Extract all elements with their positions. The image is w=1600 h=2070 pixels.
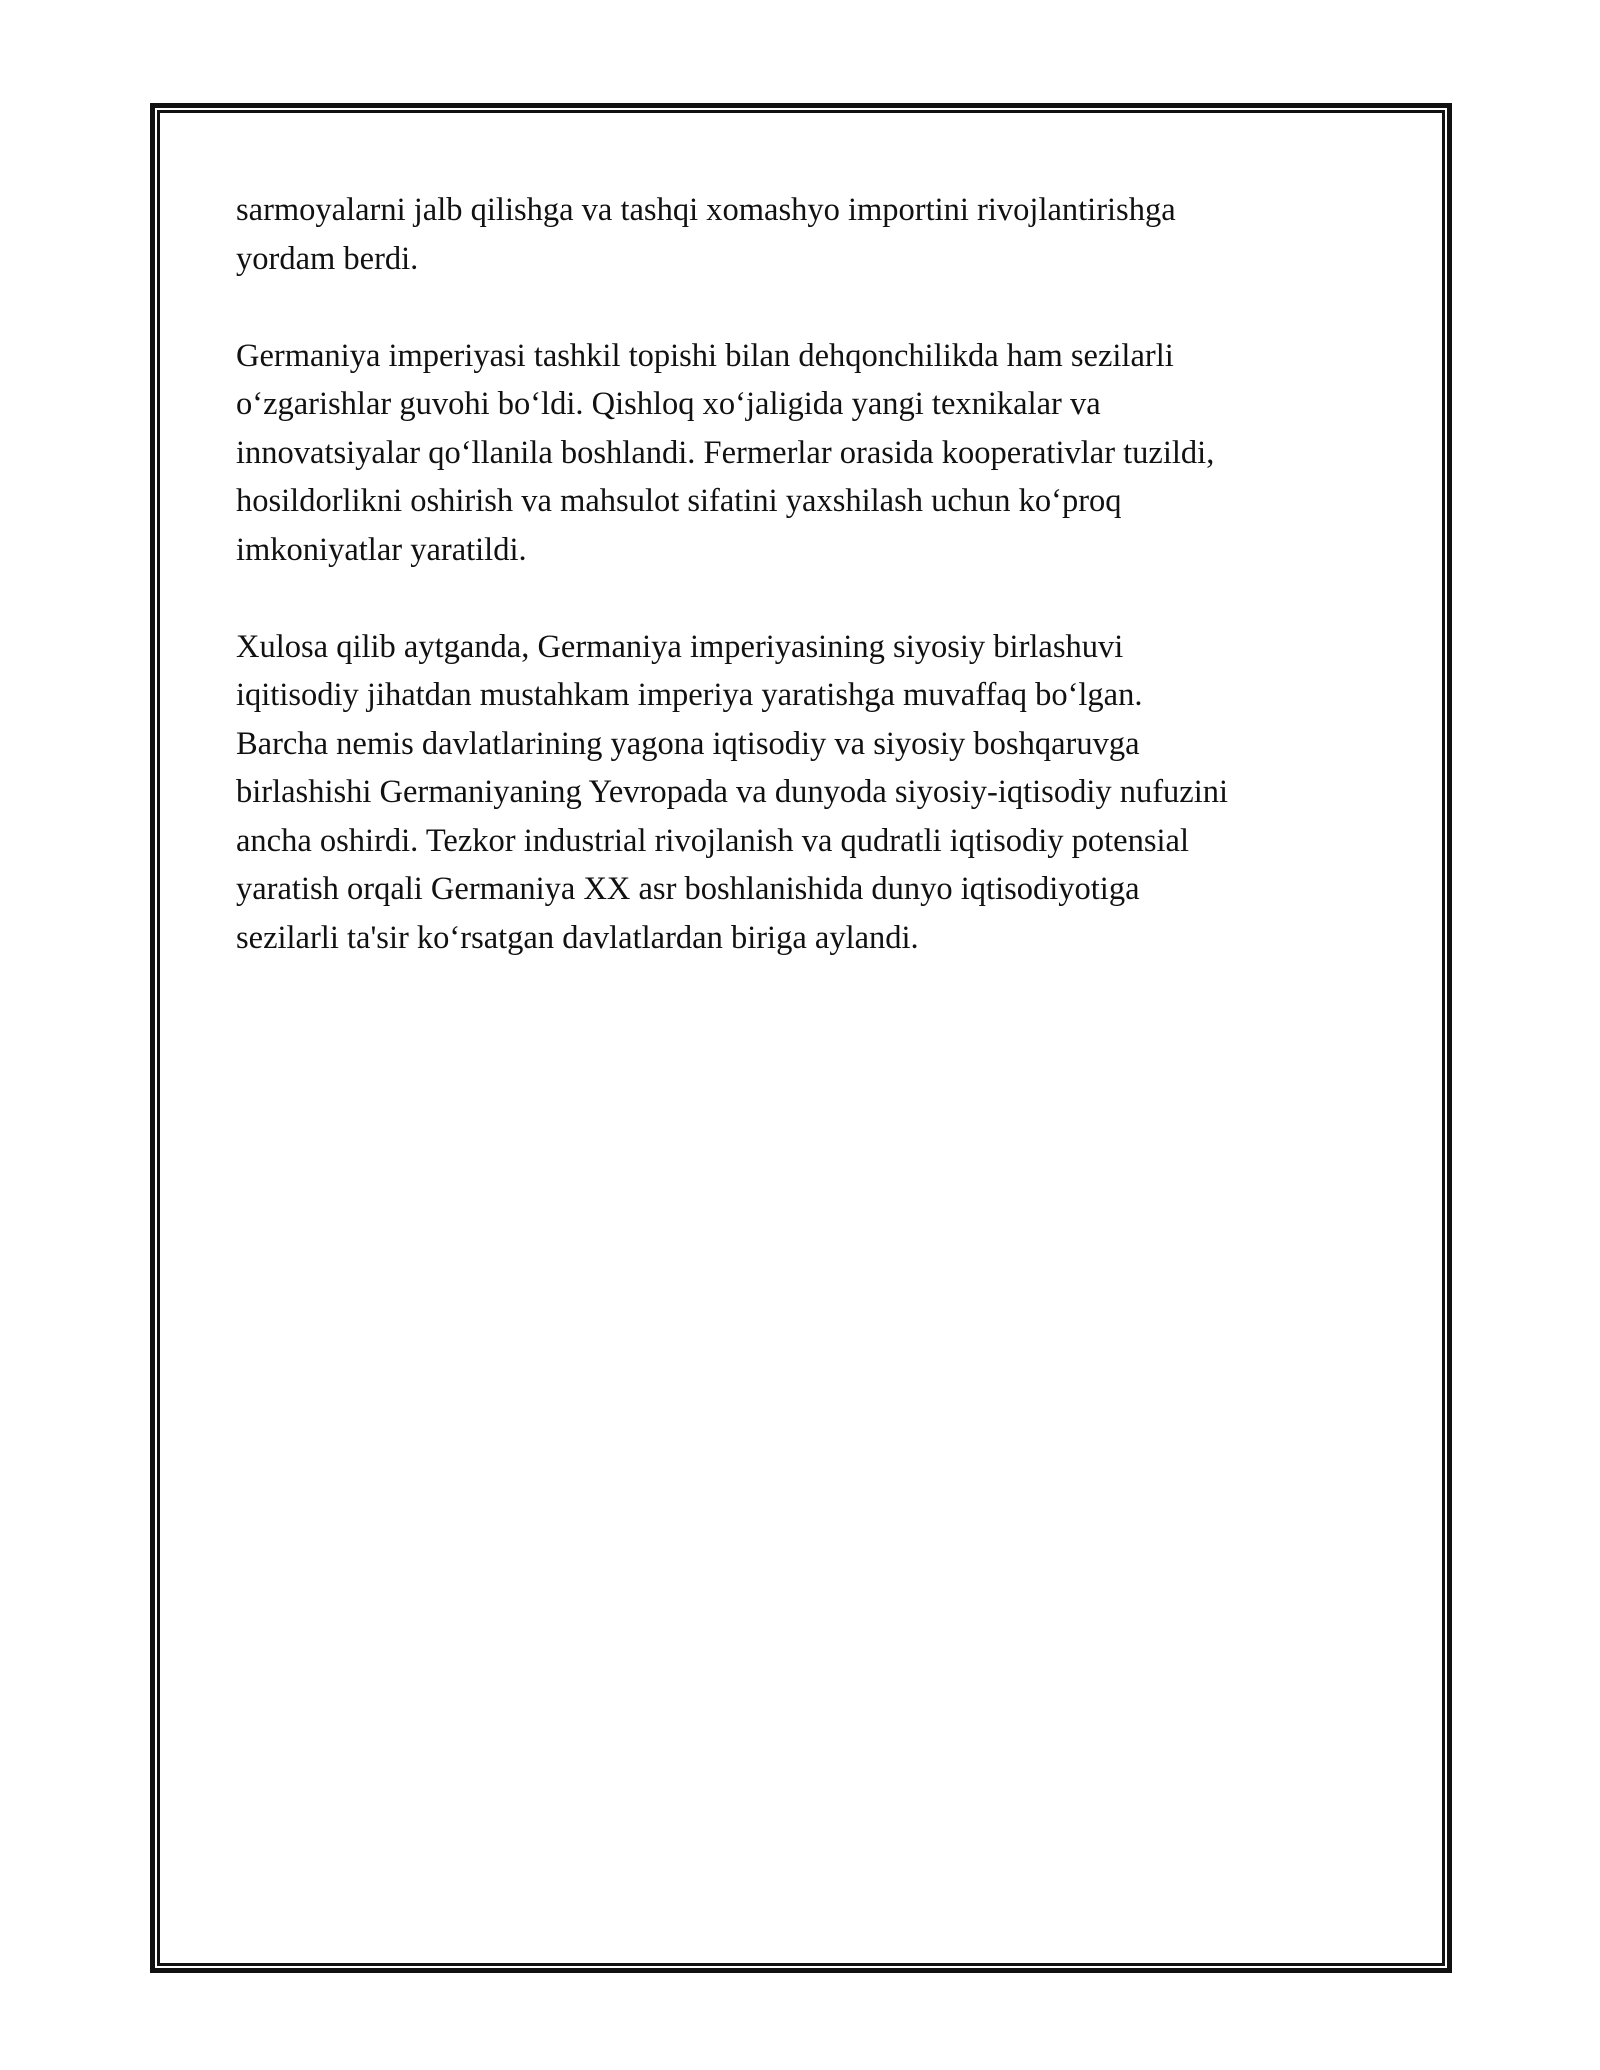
paragraph-2: Germaniya imperiyasi tashkil topishi bilan dehqonchilikda ham sezilarli o‘zgarishlar guvohi bo‘ldi. Qishloq xo‘jaligida yangi texnikalar va innovatsiyalar qo‘llanila boshlandi. Fermerlar orasida kooperativlar tuzildi, hosildorlikni oshirish va mahsulot sifatini yaxshilash uchun ko‘proq imkoniyatlar yaratildi. bbox=[236, 337, 1215, 568]
document-body bbox=[236, 186, 1376, 1011]
paragraph-1: sarmoyalarni jalb qilishga va tashqi xomashyo importini rivojlantirishga yordam berdi. bbox=[236, 192, 1176, 277]
paragraph-3: Xulosa qilib aytganda, Germaniya imperiyasining siyosiy birlashuvi iqitisodiy jihatdan mustahkam imperiya yaratishga muvaffaq bo‘lgan. Barcha nemis davlatlarining yagona iqtisodiy va siyosiy boshqaruvga birlashishi Germaniyaning Yevropada va dunyoda siyosiy-iqtisodiy nufuzini ancha oshirdi. Tezkor industrial rivojlanish va qudratli iqtisodiy potensial yaratish orqali Germaniya XX asr boshlanishida dunyo iqtisodiyotiga sezilarli ta'sir ko‘rsatgan davlatlardan biriga aylandi. bbox=[236, 628, 1229, 956]
